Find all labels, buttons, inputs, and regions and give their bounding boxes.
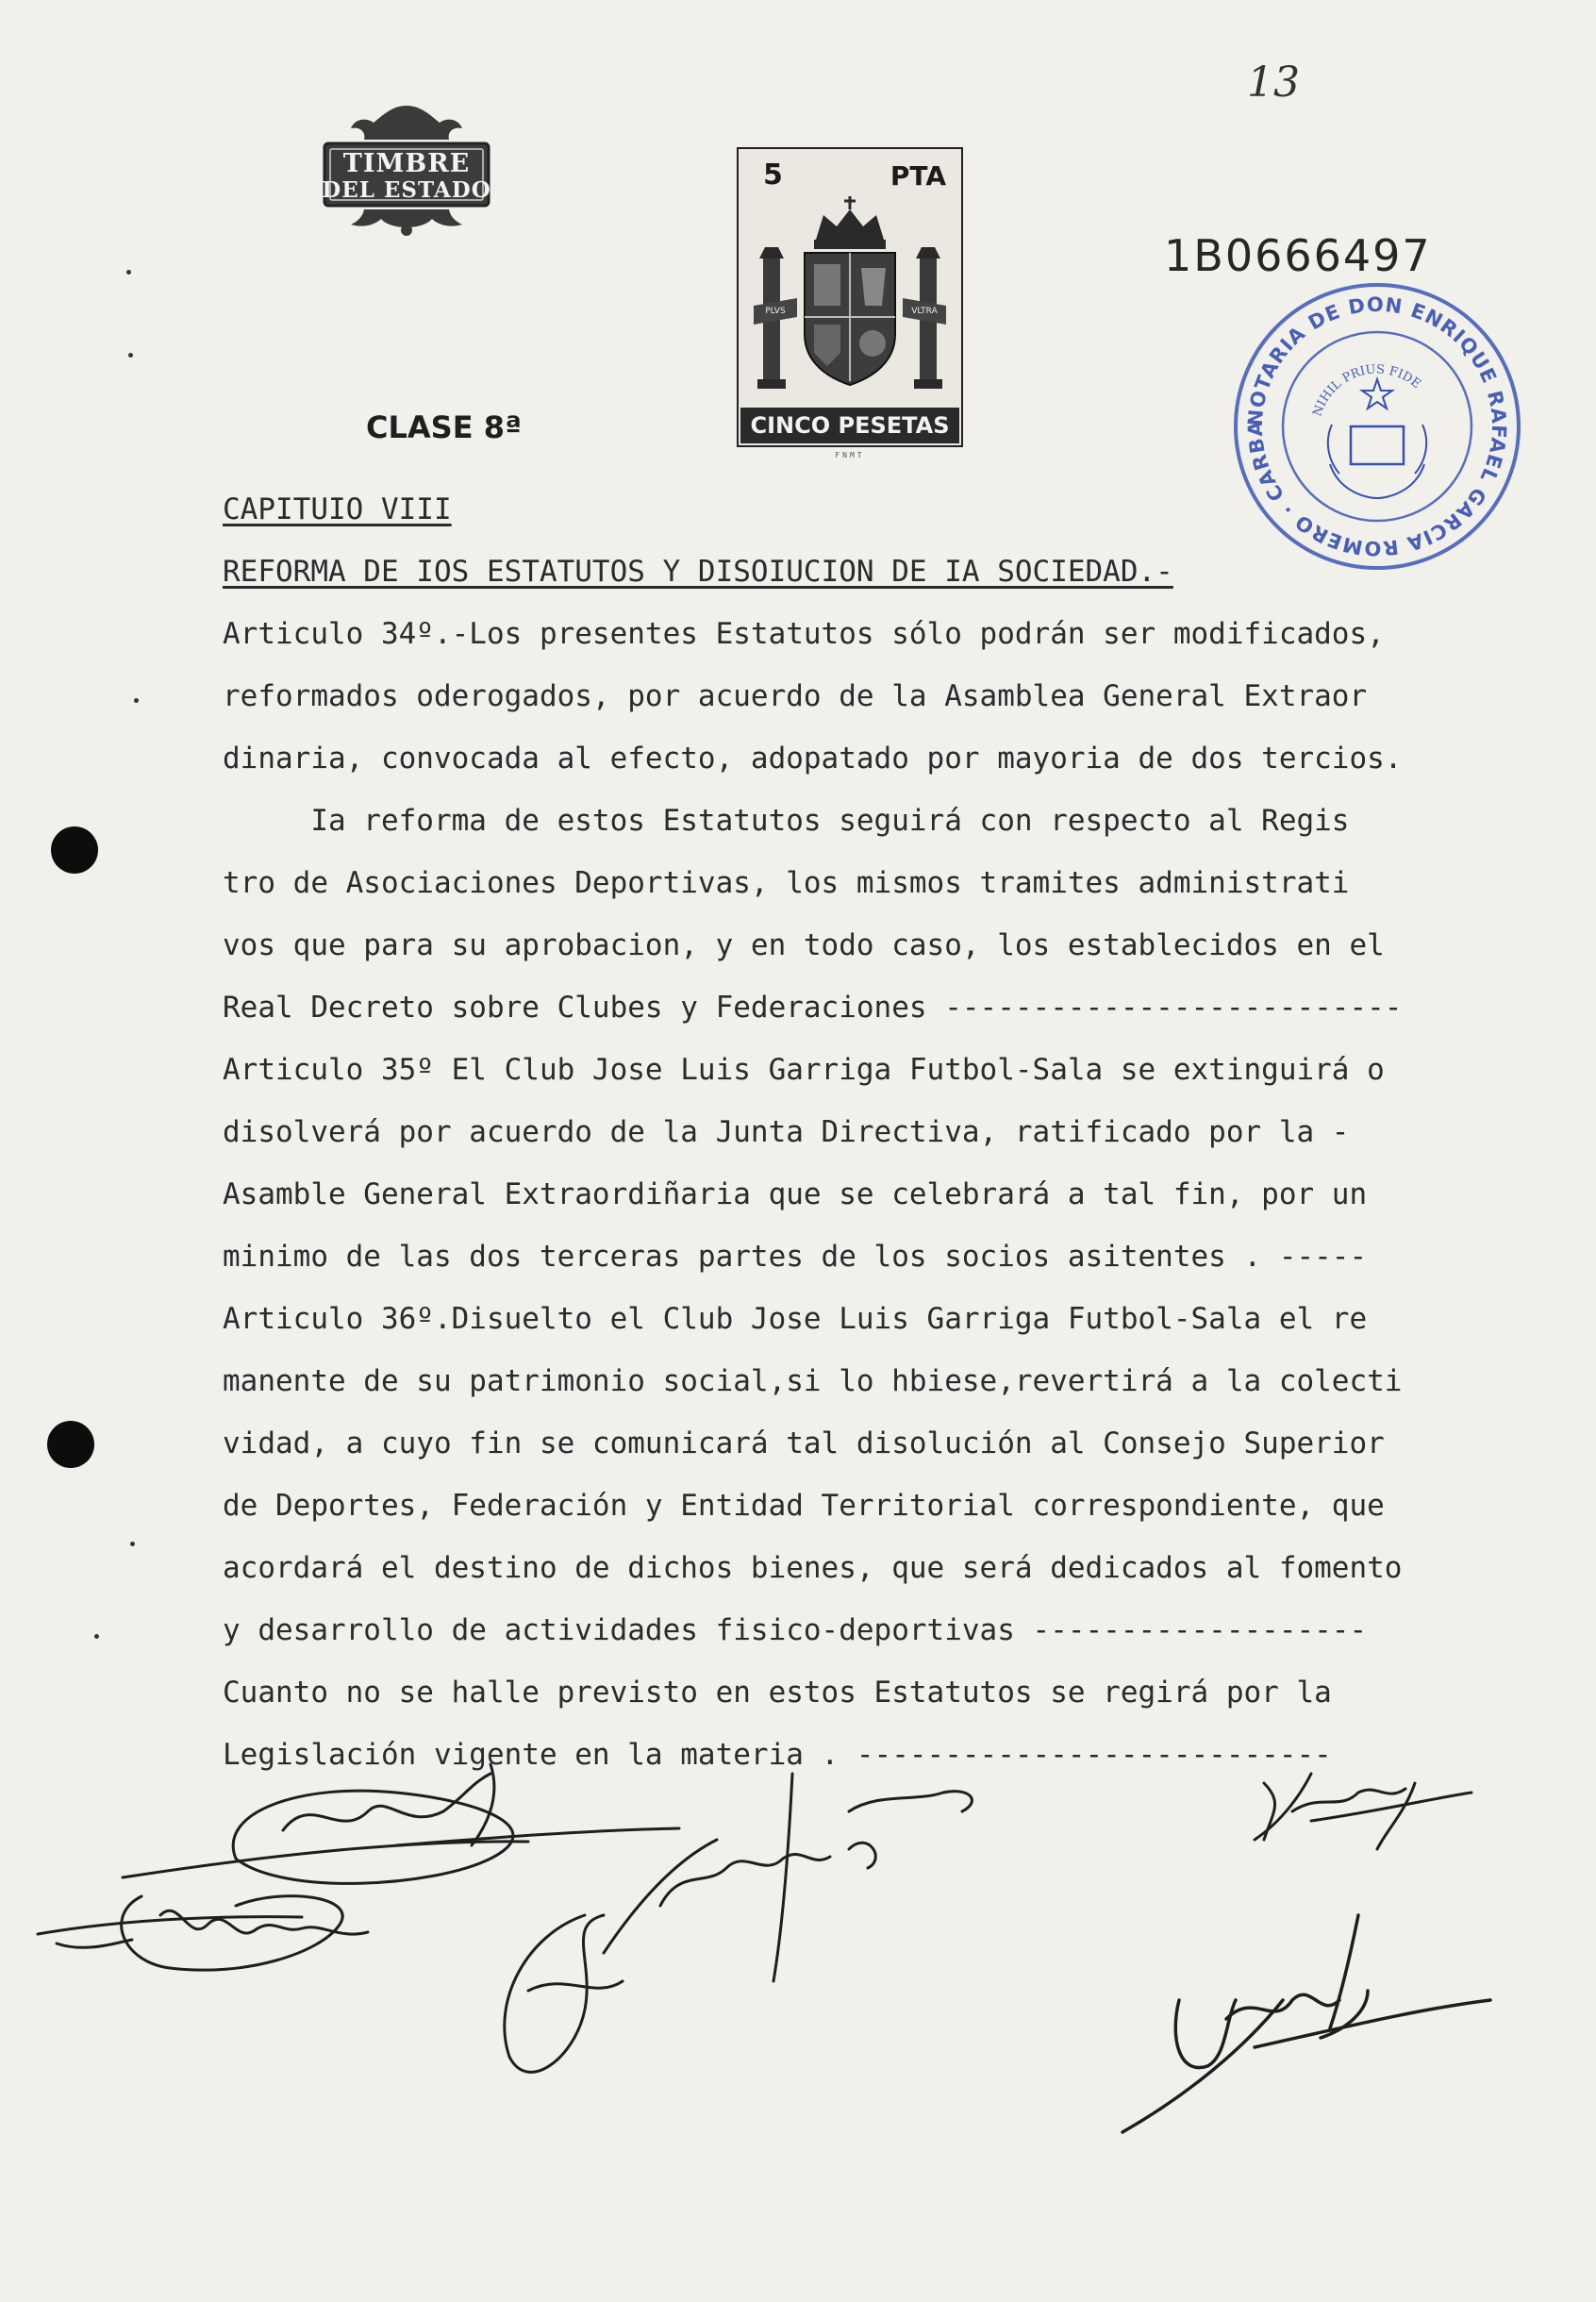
text-line: disolverá por acuerdo de la Junta Directiva, ratificado por la - bbox=[223, 1115, 1350, 1149]
speck bbox=[130, 1542, 135, 1546]
motto-left: PLVS bbox=[765, 307, 786, 316]
signature-4 bbox=[1255, 1774, 1471, 1849]
text-line: Ia reforma de estos Estatutos seguirá con respecto al Regis bbox=[223, 804, 1350, 838]
speck bbox=[94, 1634, 99, 1639]
text-line: tro de Asociaciones Deportivas, los mismos tramites administrati bbox=[223, 866, 1350, 900]
fiscal-stamp bbox=[737, 147, 963, 459]
stamp-currency: PTA bbox=[889, 160, 946, 192]
seal-motto: NIHIL PRIUS FIDE bbox=[1310, 362, 1423, 419]
text-line: vidad, a cuyo fin se comunicará tal disolución al Consejo Superior bbox=[223, 1426, 1385, 1460]
chapter-title: CAPITUIO VIII bbox=[223, 492, 452, 526]
stamp-printer: FNMT bbox=[835, 451, 865, 459]
signature-1 bbox=[123, 1764, 679, 1883]
serial-number: 1B0666497 bbox=[1164, 230, 1432, 281]
text-line: Articulo 34º.-Los presentes Estatutos sólo podrán ser modificados, bbox=[223, 617, 1385, 651]
signature-2 bbox=[38, 1896, 368, 1971]
text-line: Real Decreto sobre Clubes y Federaciones -------------------------- bbox=[223, 991, 1403, 1025]
signature-3 bbox=[505, 1774, 973, 2072]
text-line: manente de su patrimonio social,si lo hbiese,revertirá a la colecti bbox=[223, 1364, 1403, 1398]
stamp-value: 5 bbox=[763, 158, 783, 192]
text-line: de Deportes, Federación y Entidad Territorial correspondiente, que bbox=[223, 1489, 1385, 1523]
text-line: dinaria, convocada al efecto, adopatado por mayoria de dos tercios. bbox=[223, 742, 1403, 776]
binder-hole bbox=[47, 1421, 94, 1468]
text-line: Cuanto no se halle previsto en estos Estatutos se regirá por la bbox=[223, 1676, 1332, 1710]
motto-right: VLTRA bbox=[911, 307, 938, 316]
text-line: minimo de las dos terceras partes de los socios asitentes . ----- bbox=[223, 1240, 1368, 1274]
speck bbox=[128, 353, 133, 358]
text-line: reformados oderogados, por acuerdo de la Asamblea General Extraor bbox=[223, 679, 1368, 713]
clase-label: CLASE 8ª bbox=[366, 409, 522, 445]
timbre-line2: DEL ESTADO bbox=[322, 177, 491, 203]
text-line: Articulo 35º El Club Jose Luis Garriga Futbol-Sala se extinguirá o bbox=[223, 1053, 1385, 1087]
coat-of-arms-icon bbox=[750, 192, 950, 402]
signatures bbox=[0, 1755, 1596, 2189]
speck bbox=[126, 270, 131, 275]
text-line: acordará el destino de dichos bienes, que será dedicados al fomento bbox=[223, 1551, 1403, 1585]
speck bbox=[134, 698, 139, 703]
text-line: vos que para su aprobacion, y en todo caso, los establecidos en el bbox=[223, 928, 1385, 962]
chapter-subtitle: REFORMA DE IOS ESTATUTOS Y DISOIUCION DE IA SOCIEDAD.- bbox=[223, 555, 1173, 589]
text-line: Asamble General Extraordiñaria que se celebrará a tal fin, por un bbox=[223, 1177, 1368, 1211]
binder-hole bbox=[51, 826, 98, 874]
text-line: Articulo 36º.Disuelto el Club Jose Luis Garriga Futbol-Sala el re bbox=[223, 1302, 1368, 1336]
seal-text: NOTARIA DE DON ENRIQUE RAFAEL GARCIA ROMERO · CARBA bbox=[1243, 292, 1511, 560]
notary-seal bbox=[1226, 275, 1528, 577]
timbre-line1: TIMBRE bbox=[342, 149, 471, 178]
timbre-del-estado-emblem bbox=[317, 102, 496, 242]
signature-5 bbox=[1122, 1915, 1490, 2132]
page-number: 13 bbox=[1247, 58, 1300, 107]
stamp-text: CINCO PESETAS bbox=[740, 408, 959, 443]
text-line: y desarrollo de actividades fisico-deportivas ------------------- bbox=[223, 1613, 1368, 1647]
text-line: Legislación vigente en la materia . --------------------------- bbox=[223, 1738, 1332, 1772]
